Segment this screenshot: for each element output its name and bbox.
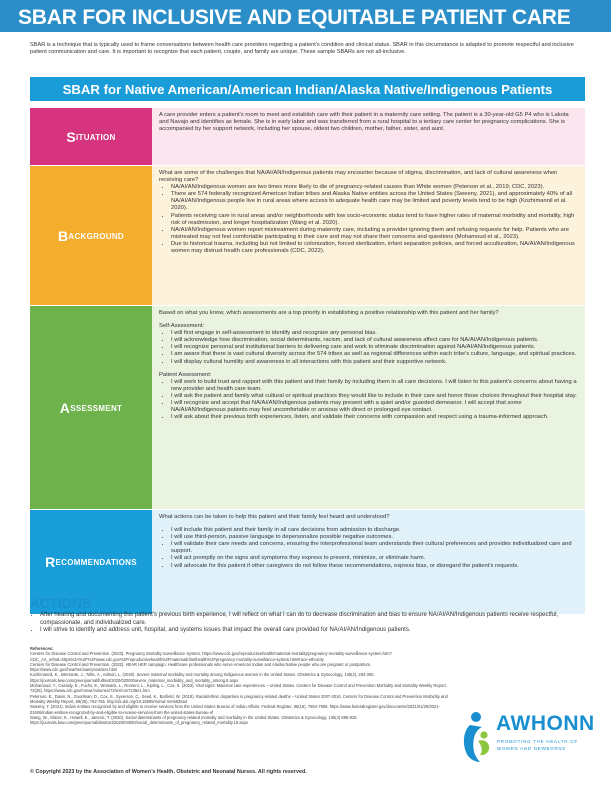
background-body	[152, 166, 585, 305]
recommendations-list	[159, 527, 577, 570]
list-item: • NA/AI/AN/Indigenous women are two times more likely to die of pregnancy-related causes than White women (Peterson et al., 2019; CDC, 2023).	[171, 184, 577, 191]
list-item: • I will recognize and accept that NA/AI/AN/Indigenous patients may present with a quiet and/or guarded demeanor. I will accept that some NA/AI/AN/Indigenous patients may feel uncomfortable or anxious with direct or prolonged eye contact.	[171, 400, 577, 414]
situation-text: A care provider enters a patient’s room to meet and establish care with their patient in a maternity care setting. The patient is a 30-year-old G5 P4 who is Lakota and Navajo and identifies as female. She is in early labor and was transferred from a rural hospital to a tertiary care center for pregnancy complications. She is accompanied by her support network, including her spouse, oldest two children, mother, father, sister, and aunt.	[159, 112, 569, 133]
actions-list	[30, 612, 585, 635]
list-item: • I will advocate for this patient if other caregivers do not follow these recommendations, express bias, or disregard the patient’s requests.	[171, 563, 577, 570]
background-list	[159, 184, 577, 255]
awhonn-logo	[456, 708, 606, 770]
mother-child-logo-icon	[456, 708, 496, 766]
logo-tagline: PROMOTING THE HEALTH OF	[497, 739, 578, 744]
assessment-label	[30, 306, 152, 509]
references-heading: References:	[30, 646, 54, 651]
list-item: • I will use third-person, passive language to depersonalize possible negative outcomes.	[171, 534, 577, 541]
reference-item: Peterson, E., Davis, N., Goodman, D., Cox, S., Syverson, C., Seed, K., Barfield, W. (2019). Racial/ethnic disparities in pregnancy-related deaths – United States 2007-2016. Centers for Disease Control and Prevention Morbidity and Mortality Weekly Report, 68(35), 762-765. http://dx.doi.org/10.15585/mmwr.mm6835a3	[30, 693, 448, 704]
patient-assessment-list	[159, 379, 577, 422]
reference-item: Sweeny, T. (2021). Indian entities recognized by and eligible to receive services from the United States Bureau of Indian Affairs. Federal Register, 86(18), 7554-7558. https://www.federalregister.gov/documents/2021/01/29/2021-01606/indian-entities-recognized-by-and-eligible-to-receive-services-from-the-united-states-bureau-of	[30, 704, 440, 715]
patient-assessment-heading: Patient Assessment:	[159, 371, 212, 378]
self-assessment-heading: Self-Assessment:	[159, 323, 205, 330]
list-item: • NA/AI/AN/Indigenous women report mistreatment during maternity care, including a provider ignoring them and refusing requests for help. Patients who are mistreated may not feel comfortable participating in their care and may not share their concerns and questions (Mohamoud et al., 2023).	[171, 227, 577, 241]
recommendations-label-rest: ecommendations	[55, 556, 137, 568]
reference-item: Mohamoud, Y., Cassidy, E., Fuchs, E., Womack, L., Romero, L., Kipling, L., Cox, S. (2023). Vital signs: Maternal care experiences – United States. Centers for Disease Control and Prevention Morbidity and Mortality Weekly Report, 72(35). https://www.cdc.gov/mmwr/volumes/72/wr/mm7235e1.htm	[30, 683, 447, 694]
assessment-label-rest: ssessment	[70, 401, 123, 414]
situation-row	[30, 108, 585, 166]
background-label-rest: ackground	[68, 229, 124, 242]
intro-paragraph: SBAR is a technique that is typically used to frame conversations between health care providers regarding a patient’s condition and clinical status. SBAR in this circumstance is adapted to promote respectful and inclusive patient communication and care. It is important to recognize that each patient, couple, and family are unique. These sample SBARs are not all-inclusive.	[30, 42, 574, 56]
situation-label-rest: ituation	[76, 130, 116, 143]
situation-label-initial: S	[66, 128, 77, 145]
title-banner	[0, 0, 611, 32]
situation-body	[152, 108, 585, 165]
assessment-row	[30, 306, 585, 510]
background-question: What are some of the challenges that NA/AI/AN/Indigenous patients may encounter because of stigma, discrimination, and lack of cultural awareness when receiving care?	[159, 170, 558, 184]
list-item: • I will work to build trust and rapport with this patient and their family by including them in all care decisions. I will listen to this patient’s concerns about having a new provider and health care team.	[171, 379, 577, 393]
self-assessment-list	[159, 330, 577, 365]
assessment-body	[152, 306, 585, 509]
background-label-initial: B	[57, 227, 69, 244]
list-item: • I will strive to identify and address unit, hospital, and systems issues that impact the overall care provided for NA/AI/AN/Indigenous patients.	[40, 627, 585, 635]
list-item: • Due to historical trauma, including but not limited to colonization, forced sterilization, infant separation policies, and forced acculturation, NA/AI/AN/Indigenous women may distrust health care professionals (CDC, 2022).	[171, 241, 577, 255]
recommendations-label-initial: R	[45, 554, 56, 570]
list-item: • I am aware that there is vast cultural diversity across the 574 tribes as well as regional differences within each tribe’s culture, language, and spiritual practices.	[171, 351, 577, 358]
list-item: • I will first engage in self-assessment to identify and recognize any personal bias.	[171, 330, 577, 337]
references-section	[30, 646, 450, 725]
background-label	[30, 166, 152, 305]
actions-heading: ACTIONS	[30, 596, 91, 611]
list-item: • After hearing and documenting this patient’s previous birth experience, I will reflect on what I can do to decrease discrimination and bias to ensure NA/AI/AN/Indigenous patients receive respectful, compassionate, and individualized care.	[40, 612, 585, 627]
list-item: • I will recognize personal and institutional barriers to delivering care and work to eliminate discrimination against NA/AI/AN/Indigenous patients.	[171, 344, 577, 351]
list-item: • I will act promptly on the signs and symptoms they express to prevent, minimize, or eliminate harm.	[171, 555, 577, 562]
list-item: • I will ask about their previous birth experiences, listen, and validate their concerns with compassion and respect using a trauma-informed approach.	[171, 414, 577, 421]
sbar-table	[30, 77, 585, 615]
logo-tagline: WOMEN AND NEWBORNS	[497, 746, 567, 751]
reference-item: Wang, W., Glazer, K., Howell, E., Janevic, T. (2020). Social determinants of pregnancy-related mortality and morbidity in the United States. Obstetrics & Gynecology, 135(4) 896-915. https://journals.lww.com/greenjournal/abstract/2020/04000/social_determinants_of_pregnancy_related_mortality.19.aspx	[30, 714, 358, 726]
assessment-label-initial: A	[59, 399, 71, 416]
reference-item: Centers for Disease Control and Prevention. (2022). HEAR HER campaign: Healthcare professionals who serve American Indian and Alaska Native people who are pregnant or postpartum. https://www.cdc.gov/hearher/aian/providers.html	[30, 661, 372, 673]
copyright-notice: © Copyright 2023 by the Association of Women’s Health, Obstetric and Neonatal Nurses. All rights reserved.	[30, 769, 307, 775]
page-title: SBAR FOR INCLUSIVE AND EQUITABLE PATIENT CARE	[18, 6, 571, 29]
list-item: • I will validate their care needs and concerns, ensuring the interprofessional team understands their cultural preferences and provides individualized care and support.	[171, 541, 577, 555]
spacer	[30, 101, 585, 108]
reference-item: Kozhimannil, K., Interrante, J., Tofte, A., Admon, L. (2020). Severe maternal morbidity and mortality among Indigenous women in the United States. Obstetrics & Gynecology, 135(2), 294-300. https://journals.lww.com/greenjournal/fulltext/2020/02000/severe_maternal_morbidity_and_mortality_among.8.aspx	[30, 672, 375, 683]
actions-section	[30, 596, 585, 635]
list-item: • I will include this patient and their family in all care decisions from admission to discharge.	[171, 527, 577, 534]
background-row	[30, 166, 585, 306]
list-item: • There are 574 federally recognized American Indian tribes and Alaska Native entities across the United States (Sweeny, 2021), and approximately 40% of all NA/AI/AN/Indigenous people live in rural areas where access to adequate health care may be limited and poverty levels tend to be high (Kozhimannil et al. 2020).	[171, 191, 577, 212]
situation-label	[30, 108, 152, 165]
assessment-question: Based on what you know, which assessments are a top priority in establishing a positive relationship with this patient and her family?	[159, 310, 499, 316]
list-item: • I will ask the patient and family what cultural or spiritual practices they would like to include in their care and honor those choices throughout their hospital stay.	[171, 393, 577, 400]
list-item: • I will display cultural humility and awareness in all interactions with this patient and their supportive network.	[171, 359, 577, 366]
recommendations-question: What actions can be taken to help this patient and their family feel heard and understood?	[159, 514, 390, 520]
list-item: • I will acknowledge how discrimination, social determinants, racism, and lack of cultural awareness affect care for NA/AI/AN/Indigenous patients.	[171, 337, 577, 344]
reference-item: Centers for Disease Control and Prevention. (2023). Pregnancy Mortality Surveillance System. https://www.cdc.gov/reproductivehealth/maternal-mortality/pregnancy-mortality-surveillance-system.htm?CDC_AA_refVal=https%3A%2F%2Fwww.cdc.gov%2Freproductivehealth%2Fmaternalinfanthealth%2Fpregnancy-mortality-surveillance-system.htm#race-ethnicity	[30, 651, 392, 662]
logo-name: AWHONN	[496, 712, 595, 735]
list-item: • Patients receiving care in rural areas and/or neighborhoods with low socio-economic status tend to have higher rates of maternal morbidity and mortality, high risk of readmission, and longer hospitalization (Wang et al. 2020).	[171, 213, 577, 227]
sbar-subtitle: SBAR for Native American/American Indian/Alaska Native/Indigenous Patients	[30, 77, 585, 101]
